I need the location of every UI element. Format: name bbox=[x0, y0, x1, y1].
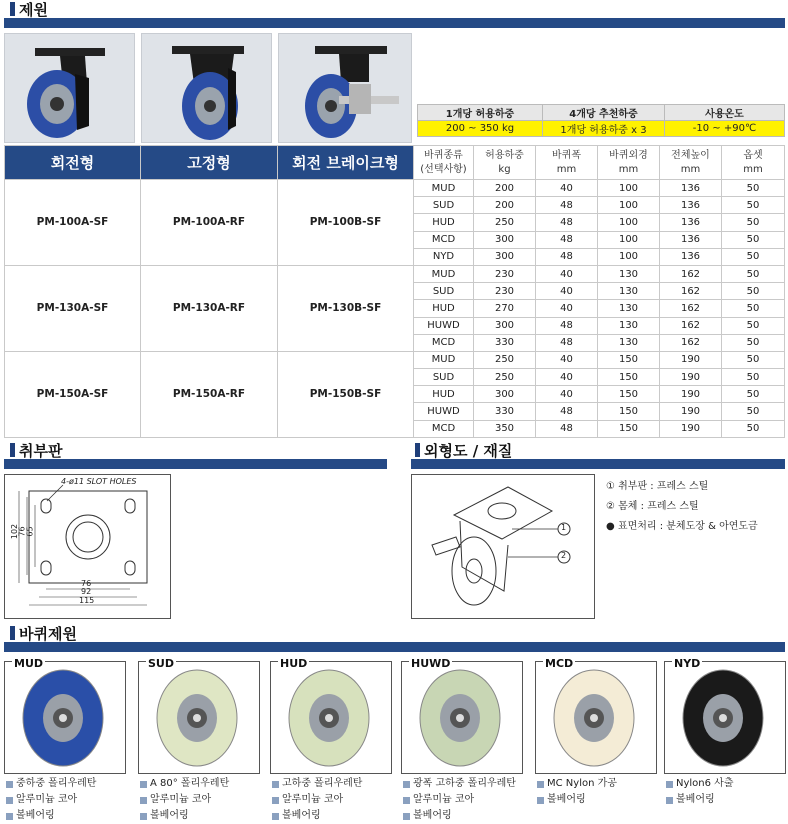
cell-diameter: 130 bbox=[598, 334, 660, 351]
bullet-square-icon bbox=[6, 781, 13, 788]
wheel-description bbox=[272, 776, 362, 824]
section-bar bbox=[411, 459, 785, 469]
wheel-image bbox=[536, 662, 656, 773]
cell-wheel-type: HUD bbox=[414, 214, 474, 231]
dim-76-horizontal: 76 bbox=[81, 579, 92, 588]
cell-diameter: 150 bbox=[598, 403, 660, 420]
wheel-desc-text: 알루미늄 코아 bbox=[413, 794, 475, 805]
wheel-desc-item bbox=[140, 808, 229, 824]
dim-92: 92 bbox=[81, 587, 92, 596]
cell-offset: 50 bbox=[722, 197, 785, 214]
cell-diameter: 100 bbox=[598, 197, 660, 214]
cell-offset: 50 bbox=[722, 334, 785, 351]
header-diameter-line1: 바퀴외경 bbox=[609, 149, 648, 161]
header-width-line1: 바퀴폭 bbox=[552, 149, 581, 161]
material-body: ② 몸체 : 프레스 스틸 bbox=[606, 501, 699, 512]
header-offset-line1: 옵셋 bbox=[743, 149, 763, 161]
wheel-desc-text: Nylon6 사출 bbox=[676, 778, 734, 789]
wheel-desc-text: 고하중 폴리우레탄 bbox=[282, 778, 363, 789]
table-row bbox=[5, 265, 785, 282]
cell-offset: 50 bbox=[722, 317, 785, 334]
header-offset-line2: mm bbox=[743, 163, 763, 175]
bullet-square-icon bbox=[272, 797, 279, 804]
wheel-desc-text: 알루미늄 코아 bbox=[150, 794, 212, 805]
section-marker bbox=[10, 443, 15, 457]
wheel-desc-text: 알루미늄 코아 bbox=[16, 794, 78, 805]
wheel-description bbox=[666, 776, 734, 808]
header-width bbox=[536, 146, 598, 180]
cell-height: 190 bbox=[660, 369, 722, 386]
wheel-code: MUD bbox=[14, 657, 44, 670]
cell-offset: 50 bbox=[722, 265, 785, 282]
header-rigid: 고정형 bbox=[141, 146, 278, 180]
wheel-desc-text: A 80° 폴리우레탄 bbox=[150, 778, 230, 789]
cell-load: 230 bbox=[474, 265, 536, 282]
wheel-desc-text: 볼베어링 bbox=[676, 794, 715, 805]
cell-offset: 50 bbox=[722, 248, 785, 265]
wheel-image bbox=[5, 662, 125, 773]
wheel-description bbox=[140, 776, 229, 824]
cell-offset: 50 bbox=[722, 231, 785, 248]
cell-load: 330 bbox=[474, 403, 536, 420]
materials-list bbox=[606, 477, 758, 537]
wheel-image bbox=[665, 662, 785, 773]
header-height-line1: 전체높이 bbox=[671, 149, 710, 161]
caster-outline-svg bbox=[412, 475, 594, 618]
cell-wheel-type: HUD bbox=[414, 386, 474, 403]
section-bar bbox=[4, 18, 785, 28]
wheel-desc-text: MC Nylon 가공 bbox=[547, 778, 617, 789]
wheel-desc-item bbox=[666, 792, 734, 808]
cell-width: 40 bbox=[536, 300, 598, 317]
mount-plate-drawing bbox=[4, 474, 171, 619]
cell-diameter: 100 bbox=[598, 180, 660, 197]
wheel-image bbox=[402, 662, 522, 773]
cell-offset: 50 bbox=[722, 403, 785, 420]
wheel-desc-text: 볼베어링 bbox=[282, 810, 321, 821]
wheel-card-sud bbox=[138, 661, 260, 774]
cell-offset: 50 bbox=[722, 300, 785, 317]
section-title-text: 바퀴제원 bbox=[19, 624, 77, 643]
header-diameter-line2: mm bbox=[618, 163, 639, 175]
cell-wheel-type: HUWD bbox=[414, 403, 474, 420]
load-value-temp: -10 ~ +90℃ bbox=[665, 121, 785, 137]
header-wheel-type-line2: (선택사항) bbox=[420, 163, 467, 175]
cell-load: 300 bbox=[474, 317, 536, 334]
wheel-desc-item bbox=[272, 792, 362, 808]
photo-brake-caster bbox=[278, 33, 412, 143]
cell-load: 300 bbox=[474, 248, 536, 265]
bullet-square-icon bbox=[140, 813, 147, 820]
cell-diameter: 130 bbox=[598, 300, 660, 317]
cell-load: 200 bbox=[474, 180, 536, 197]
model-brake: PM-150B-SF bbox=[278, 351, 414, 437]
cell-width: 48 bbox=[536, 248, 598, 265]
wheel-image bbox=[139, 662, 259, 773]
section-title-mount bbox=[10, 441, 62, 459]
photo-rigid-caster bbox=[141, 33, 272, 143]
callout-1: 1 bbox=[561, 523, 567, 532]
load-header-four: 4개당 추천하중 bbox=[543, 105, 665, 121]
main-spec-table bbox=[4, 145, 785, 438]
header-height-line2: mm bbox=[680, 163, 701, 175]
section-title-spec bbox=[10, 0, 48, 18]
wheel-code: MCD bbox=[545, 657, 574, 670]
model-rigid: PM-150A-RF bbox=[141, 351, 278, 437]
section-marker bbox=[10, 2, 15, 16]
cell-load: 250 bbox=[474, 369, 536, 386]
wheel-desc-item bbox=[6, 776, 96, 792]
cell-height: 162 bbox=[660, 317, 722, 334]
wheel-desc-item bbox=[666, 776, 734, 792]
cell-wheel-type: MCD bbox=[414, 231, 474, 248]
wheel-card-mcd bbox=[535, 661, 657, 774]
bullet-square-icon bbox=[403, 813, 410, 820]
section-title-text: 취부판 bbox=[19, 441, 63, 460]
bullet-square-icon bbox=[6, 813, 13, 820]
bullet-square-icon bbox=[272, 781, 279, 788]
wheel-desc-item bbox=[272, 776, 362, 792]
cell-height: 190 bbox=[660, 351, 722, 368]
caster-outline-drawing bbox=[411, 474, 595, 619]
section-title-drawing bbox=[415, 441, 512, 459]
cell-height: 190 bbox=[660, 403, 722, 420]
bullet-square-icon bbox=[666, 797, 673, 804]
material-mount-plate: ① 취부판 : 프레스 스틸 bbox=[606, 481, 709, 492]
load-value-single: 200 ~ 350 kg bbox=[418, 121, 543, 137]
wheel-desc-text: 볼베어링 bbox=[547, 794, 586, 805]
cell-wheel-type: SUD bbox=[414, 197, 474, 214]
bullet-square-icon bbox=[140, 781, 147, 788]
cell-diameter: 100 bbox=[598, 248, 660, 265]
wheel-card-nyd bbox=[664, 661, 786, 774]
section-title-text: 제원 bbox=[19, 0, 48, 19]
load-header-temp: 사용온도 bbox=[665, 105, 785, 121]
header-height bbox=[660, 146, 722, 180]
cell-height: 162 bbox=[660, 300, 722, 317]
model-swivel: PM-130A-SF bbox=[5, 265, 141, 351]
cell-load: 300 bbox=[474, 386, 536, 403]
bullet-square-icon bbox=[537, 781, 544, 788]
wheel-desc-item bbox=[403, 808, 516, 824]
table-row bbox=[5, 180, 785, 197]
cell-load: 250 bbox=[474, 351, 536, 368]
cell-width: 40 bbox=[536, 351, 598, 368]
header-swivel: 회전형 bbox=[5, 146, 141, 180]
wheel-desc-text: 중하중 폴리우레탄 bbox=[16, 778, 97, 789]
wheel-code: HUWD bbox=[411, 657, 451, 670]
cell-load: 350 bbox=[474, 420, 536, 437]
wheel-desc-item bbox=[6, 808, 96, 824]
cell-wheel-type: NYD bbox=[414, 248, 474, 265]
wheel-desc-text: 볼베어링 bbox=[413, 810, 452, 821]
wheel-desc-text: 광폭 고하중 폴리우레탄 bbox=[413, 778, 516, 789]
cell-diameter: 100 bbox=[598, 231, 660, 248]
cell-diameter: 130 bbox=[598, 317, 660, 334]
wheel-desc-text: 볼베어링 bbox=[16, 810, 55, 821]
wheel-desc-item bbox=[140, 792, 229, 808]
section-title-wheel bbox=[10, 624, 77, 642]
wheel-description bbox=[537, 776, 617, 808]
wheel-code: NYD bbox=[674, 657, 701, 670]
cell-width: 40 bbox=[536, 180, 598, 197]
cell-height: 136 bbox=[660, 197, 722, 214]
load-value-four: 1개당 허용하중 x 3 bbox=[543, 121, 665, 137]
cell-offset: 50 bbox=[722, 420, 785, 437]
cell-wheel-type: MCD bbox=[414, 334, 474, 351]
cell-width: 48 bbox=[536, 420, 598, 437]
wheel-desc-item bbox=[537, 792, 617, 808]
wheel-image bbox=[271, 662, 391, 773]
wheel-desc-text: 볼베어링 bbox=[150, 810, 189, 821]
cell-load: 230 bbox=[474, 283, 536, 300]
bullet-square-icon bbox=[272, 813, 279, 820]
bullet-square-icon bbox=[403, 781, 410, 788]
bullet-square-icon bbox=[6, 797, 13, 804]
cell-wheel-type: HUD bbox=[414, 300, 474, 317]
section-bar bbox=[4, 642, 785, 652]
wheel-desc-item bbox=[272, 808, 362, 824]
dim-76-vertical: 76 bbox=[17, 526, 27, 537]
header-width-line2: mm bbox=[556, 163, 577, 175]
header-brake: 회전 브레이크형 bbox=[278, 146, 414, 180]
dim-115: 115 bbox=[79, 596, 95, 605]
wheel-desc-item bbox=[140, 776, 229, 792]
model-swivel: PM-150A-SF bbox=[5, 351, 141, 437]
header-load-line2: kg bbox=[498, 163, 511, 175]
cell-wheel-type: MCD bbox=[414, 420, 474, 437]
header-load bbox=[474, 146, 536, 180]
cell-width: 48 bbox=[536, 214, 598, 231]
photo-swivel-caster bbox=[4, 33, 135, 143]
cell-height: 136 bbox=[660, 231, 722, 248]
cell-offset: 50 bbox=[722, 283, 785, 300]
wheel-desc-item bbox=[403, 792, 516, 808]
wheel-code: SUD bbox=[148, 657, 174, 670]
cell-width: 40 bbox=[536, 265, 598, 282]
cell-height: 190 bbox=[660, 386, 722, 403]
bullet-square-icon bbox=[537, 797, 544, 804]
cell-height: 162 bbox=[660, 265, 722, 282]
cell-load: 250 bbox=[474, 214, 536, 231]
main-table-body bbox=[5, 180, 785, 438]
cell-height: 136 bbox=[660, 214, 722, 231]
model-brake: PM-130B-SF bbox=[278, 265, 414, 351]
model-swivel: PM-100A-SF bbox=[5, 180, 141, 266]
cell-width: 40 bbox=[536, 386, 598, 403]
cell-wheel-type: MUD bbox=[414, 265, 474, 282]
cell-offset: 50 bbox=[722, 180, 785, 197]
cell-diameter: 130 bbox=[598, 283, 660, 300]
section-bar bbox=[4, 459, 387, 469]
wheel-code: HUD bbox=[280, 657, 308, 670]
cell-width: 48 bbox=[536, 334, 598, 351]
wheel-card-mud bbox=[4, 661, 126, 774]
cell-height: 162 bbox=[660, 334, 722, 351]
wheel-card-huwd bbox=[401, 661, 523, 774]
table-row bbox=[5, 351, 785, 368]
cell-wheel-type: HUWD bbox=[414, 317, 474, 334]
wheel-desc-item bbox=[537, 776, 617, 792]
bullet-square-icon bbox=[666, 781, 673, 788]
header-diameter bbox=[598, 146, 660, 180]
model-brake: PM-100B-SF bbox=[278, 180, 414, 266]
cell-wheel-type: SUD bbox=[414, 283, 474, 300]
cell-height: 136 bbox=[660, 248, 722, 265]
section-marker bbox=[10, 626, 15, 640]
header-offset bbox=[722, 146, 785, 180]
cell-load: 270 bbox=[474, 300, 536, 317]
wheel-desc-text: 알루미늄 코아 bbox=[282, 794, 344, 805]
dim-102: 102 bbox=[10, 523, 20, 540]
header-wheel-type-line1: 바퀴종류 bbox=[424, 149, 463, 161]
cell-load: 200 bbox=[474, 197, 536, 214]
section-marker bbox=[415, 443, 420, 457]
cell-width: 48 bbox=[536, 403, 598, 420]
load-header-single: 1개당 허용하중 bbox=[418, 105, 543, 121]
model-rigid: PM-130A-RF bbox=[141, 265, 278, 351]
section-title-text: 외형도 / 재질 bbox=[424, 441, 513, 460]
cell-load: 300 bbox=[474, 231, 536, 248]
cell-wheel-type: MUD bbox=[414, 180, 474, 197]
header-load-line1: 허용하중 bbox=[485, 149, 524, 161]
callout-2: 2 bbox=[561, 551, 567, 560]
wheel-desc-item bbox=[403, 776, 516, 792]
load-table bbox=[417, 104, 785, 137]
cell-offset: 50 bbox=[722, 351, 785, 368]
cell-diameter: 150 bbox=[598, 351, 660, 368]
cell-width: 40 bbox=[536, 283, 598, 300]
cell-height: 162 bbox=[660, 283, 722, 300]
cell-diameter: 150 bbox=[598, 420, 660, 437]
cell-offset: 50 bbox=[722, 369, 785, 386]
wheel-desc-item bbox=[6, 792, 96, 808]
header-wheel-type bbox=[414, 146, 474, 180]
cell-diameter: 150 bbox=[598, 386, 660, 403]
cell-diameter: 150 bbox=[598, 369, 660, 386]
cell-wheel-type: SUD bbox=[414, 369, 474, 386]
cell-diameter: 130 bbox=[598, 265, 660, 282]
cell-width: 40 bbox=[536, 369, 598, 386]
cell-width: 48 bbox=[536, 317, 598, 334]
slot-holes-note: 4-ø11 SLOT HOLES bbox=[61, 477, 137, 486]
cell-wheel-type: MUD bbox=[414, 351, 474, 368]
cell-diameter: 100 bbox=[598, 214, 660, 231]
material-surface: ● 표면처리 : 분체도장 & 아연도금 bbox=[606, 521, 758, 532]
cell-load: 330 bbox=[474, 334, 536, 351]
cell-height: 190 bbox=[660, 420, 722, 437]
cell-width: 48 bbox=[536, 197, 598, 214]
cell-offset: 50 bbox=[722, 386, 785, 403]
bullet-square-icon bbox=[403, 797, 410, 804]
wheel-description bbox=[403, 776, 516, 824]
dim-65: 65 bbox=[25, 526, 35, 537]
cell-width: 48 bbox=[536, 231, 598, 248]
bullet-square-icon bbox=[140, 797, 147, 804]
cell-height: 136 bbox=[660, 180, 722, 197]
wheel-description bbox=[6, 776, 96, 824]
model-rigid: PM-100A-RF bbox=[141, 180, 278, 266]
cell-offset: 50 bbox=[722, 214, 785, 231]
wheel-card-hud bbox=[270, 661, 392, 774]
